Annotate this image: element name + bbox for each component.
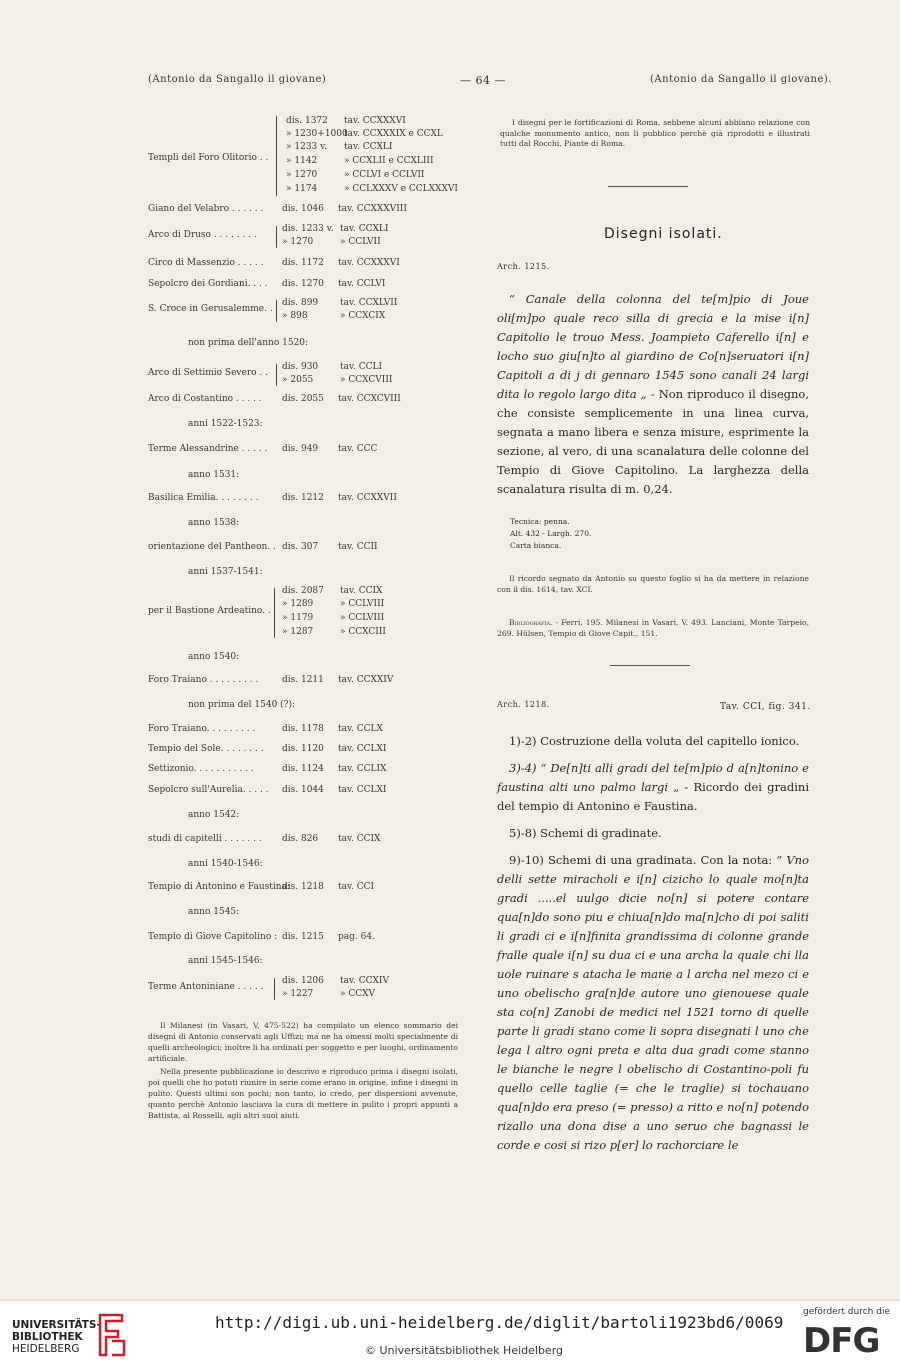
quote-3-4: 3)-4) “ De[n]ti alli gradi del te[m]pio d a[n]tonino e faustina alti uno palmo largi „ (497, 761, 809, 794)
period-heading: anno 1545: (188, 907, 240, 917)
description-3-4: - Ricordo dei gradini del tempio di Antonino e Faustina. (497, 780, 809, 813)
dimensions: Alt. 432 - Largh. 270. (510, 529, 592, 538)
scanned-page: (Antonio da Sangallo il giovane) — 64 — (Antonio da Sangallo il giovane). Templi del Foro Olitorio . . dis. 1372 tav. CCXXXVI » 1230+1000 tav. CCXXXIX e CCXL » 1233 v. tav. CCXLI » 1142 » CCXLII e CCXLIII » 1270 » CCLVI e CCLVII » 1174 » CCLXXXV e CCLXXXVI Giano del Velabro . . . . . . dis. 1046 tav. CCXXXVIII Arco di Druso . . . . . . . . dis. 1233 v. tav. CCXLI » 1270 » CCLVII Circo di Massenzio . . . . . dis. 1172 tav. CCXXXVI Sepolcro dei Gordiani. . . . dis. 1270 tav. CCLVI S. Croce in Gerusalemme. . dis. 899 tav. CCXLVII » 898 » CCXCIX non prima dell'anno 1520: Arco di Settimio Severo . . dis. 930 tav. CCLI » 2055 » CCXCVIII Arco di Costantino . . . . . dis. 2055 tav. CCXCVIII anni 1522-1523: Terme Alessandrine . . . . . dis. 949 tav. CCC anno 1531: Basilica Emilia. . . . . . . . dis. 1212 tav. CCXXVII anno 1538: orientazione del Pantheon. . dis. 307 tav. CCII anni 1537-1541: per il Bastione Ardeatino. . dis. 2087 tav. CCIX » 1289 » CCLVIII » 1179 » CCLVIII » 1287 » CCXCIII anno 1540: Foro Traiano . . . . . . . . . dis. 1211 tav. CCXXIV non prima del 1540 (?): Foro Traiano. . . . . . . . . dis. 1178 tav. CCLX Tempio del Sole. . . . . . . . dis. 1120 tav. CCLXI Settizonio. . . . . . . . . . . dis. 1124 tav. CCLIX Sepolcro sull'Aurelia. . . . . dis. 1044 tav. CCLXI anno 1542: studi di capitelli . . . . . . . dis. 826 tav. CCIX anni 1540-1546: Tempio di Antonino e Faustina: dis. 1218 tav. CCI anno 1545: Tempio di Giove Capitolino : dis. 1215 pag. 64. anni 1545-1546: Terme Antoniniane . . . . . dis. 1206 tav. CCXIV » 1227 » CCXV Il Milanesi (in Vasari, V, 475-522) ha compilato un elenco sommario dei disegni di Antonio conservati agli Uffizi; ma ne ha omessi molti specialmente di quelli archeologici; inoltre li ha ordinati per soggetto e per luoghi, ordinamento artificiale. Nella presente pubblicazione io descrivo e riproduco prima i disegni isolati, poi quelli che ho potuti riunire in serie come erano in origine, infine i disegni in pulito. Questi ultimi son pochi; non tanto, io credo, per dispersioni avvenute, quanto perchè Antonio lasciava la cura di mettere in pulito i propri appunti a Battista, al Rosselli, agli altri suoi aiuti. I disegni per le fortificazioni di Roma, sebbene alcuni abbiano relazione con qualche monumento antico, non li pubblico perchè già riprodotti e illustrati tutti dal Rocchi, Piante di Roma. Disegni isolati. Arch. 1215. “ Canale della colonna del te[m]pio di Joue oli[m]po quale reco silla di grecia e la mise i[n] Capitolio le trouo Mess. Joampieto Caferello i[n] e locho suo giu[n]to al giardino de Co[n]seruatori i[n] Capitoli a di j di gennaro 1545 sono canali 24 largi dita lo regolo largo dita „ - Non riproduco il disegno, che consiste semplicemente in una linea curva, segnata a mano libera e senza misure, esprimente la sezione, al vero, di una scanalatura delle colonne del Tempio di Giove Capitolino. La larghezza della scanalatura risulta di m. 0,24. Tecnica: penna. Alt. 432 - Largh. 270. Carta bianca. Il ricordo segnato da Antonio su questo foglio si ha da mettere in relazione con il dis. 1614, tav. XCI. Bibliografia. - Ferri, 195. Milanesi in Vasari, V. 493. Lanciani, Monte Tarpeio, 269. Hülsen, Tempio di Giove Capit., 151. Arch. 1218. Tav. CCI, fig. 341. 1)-2) Costruzione della voluta del capitello ionico. 3)-4) “ De[n]ti alli gradi del te[m]pio d a[n]tonino e faustina alti uno palmo largi „ - Ricordo dei gradini del tempio di Antonino e Faustina. 5)-8) Schemi di gradinate. 9)-10) Schemi di una gradinata. Con la nota: “ Vno delli sette miracholi e i[n] cizicho lo quale mo[n]ta gradi .....el uulgo dicie no[n] si potere contare qua[n]do sono piu e chiua[n]do ma[n]cho di poi saliti li gradi ci e i[n]finita grandissima di colonne grande fralle quale i[n] su dua ci e una archa la quale chi lla uole ruinare s atacha le mane a l archa nel mezo ci e uno obelischo gra[n]de autore uno gienouese quale sta co[n] Zanobi de medici nel 1521 torno di quelle parte li gradi stano come li sopra disegnati l uno che lega l altro ogni preta e alta dua gradi come stanno le bianche le negre l obelischo di Costantino-poli fu quello celle taglie (= che le traglie) si tochauano qua[n]do era preso (= presso) a ritto e no[n] potendo rizallo una dona dise a uno seruo che bagnassi le corde e cosi si rizo p[er] lo rachorciare le (0, 0, 900, 1300)
quote-1215: “ Canale della colonna del te[m]pio di Joue oli[m]po quale reco silla di grecia e la mise i[n] Capitolio le trouo Mess. Joampieto Caferello i[n] e locho suo giu[n]to al giardino de Co[n]seruatori i[n] Capitoli a di j di gennaro 1545 sono canali 24 largi dita lo regolo largo dita „ (497, 292, 809, 401)
section-title: Disegni isolati. (604, 226, 723, 242)
group-label: Templi del Foro Olitorio . . (148, 153, 269, 163)
group-bastione-ardeatino: per il Bastione Ardeatino. . dis. 2087 tav. CCIX » 1289 » CCLVIII » 1179 » CCLVIII » 1287 » CCXCIII (148, 586, 386, 637)
group-label: Terme Antoniniane . . . . . (148, 982, 264, 992)
permalink-url[interactable]: http://digi.ub.uni-heidelberg.de/diglit/bartoli1923bd6/0069 (215, 1313, 784, 1332)
brace (276, 226, 277, 248)
footnote-pubblicazione: Nella presente pubblicazione io descrivo e riproduco prima i disegni isolati, poi quelli che ho potuti riunire in serie come erano in origine, infine i disegni in pulito. Questi ultimi son pochi; non tanto, io credo, per dispersioni avvenute, quanto perchè Antonio lasciava la cura di mettere in pulito i propri appunti a Battista, al Rosselli, agli altri suoi aiuti. (148, 1067, 458, 1120)
university-library-logo[interactable]: UNIVERSITÄTS- BIBLIOTHEK HEIDELBERG (12, 1319, 101, 1355)
brace (276, 116, 277, 196)
intro-note: I disegni per le fortificazioni di Roma, sebbene alcuni abbiano relazione con qualche monumento antico, non li pubblico perchè già riprodotti e illustrati tutti dal Rocchi, Piante di Roma. (500, 118, 810, 148)
divider (608, 186, 688, 187)
lead-9-10: 9)-10) Schemi di una gradinata. Con la nota: (509, 853, 777, 867)
period-heading: non prima dell'anno 1520: (188, 338, 309, 348)
dfg-logo[interactable]: DFG (803, 1321, 880, 1361)
brace (274, 588, 275, 638)
period-heading: anni 1545-1546: (188, 956, 263, 966)
quote-9-10: “ Vno delli sette miracholi e i[n] cizicho lo quale mo[n]ta gradi .....el uulgo dicie no[n] si potere contare qua[n]do sono piu e chiua[n]do ma[n]cho di poi saliti li gradi ci e i[n]finita grandissima di colonne grande fralle quale i[n] su dua ci e una archa la quale chi lla uole ruinare s atacha le mane a l archa nel mezo ci e uno obelischo gra[n]de autore uno gienouese quale sta co[n] Zanobi de medici nel 1521 torno di quelle parte li gradi stano come li sopra disegnati l uno che lega l altro ogni preta e alta dua gradi come stanno le bianche le negre l obelischo di Costantino-poli fu quello celle taglie (= che le traglie) si tochauano qua[n]do era preso (= presso) a ritto e no[n] potendo rizallo una dona dise a uno seruo che bagnassi le corde e cosi si rizo p[er] lo rachorciare le (497, 853, 810, 1152)
period-heading: anni 1540-1546: (188, 859, 263, 869)
bibliography-text: - Ferri, 195. Milanesi in Vasari, V. 493. Lanciani, Monte Tarpeio, 269. Hülsen, Tempio di Giove Capit., 151. (497, 618, 809, 638)
group-label: Arco di Settimio Severo . . (148, 368, 268, 378)
running-header-right: (Antonio da Sangallo il giovane). (650, 74, 832, 85)
item-1-2: 1)-2) Costruzione della voluta del capitello ionico. (509, 734, 800, 748)
item-5-8: 5)-8) Schemi di gradinate. (509, 826, 662, 840)
group-arco-druso: Arco di Druso . . . . . . . . dis. 1233 v. tav. CCXLI » 1270 » CCLVII (148, 224, 389, 247)
period-heading: anno 1531: (188, 470, 240, 480)
item-9-10 (497, 851, 809, 1155)
paper: Carta bianca. (510, 541, 562, 550)
group-templi-foro-olitorio: Templi del Foro Olitorio . . dis. 1372 tav. CCXXXVI » 1230+1000 tav. CCXXXIX e CCXL » 1233 v. tav. CCXLI » 1142 » CCXLII e CCXLIII » 1270 » CCLVI e CCLVII » 1174 » CCLXXXV e CCLXXXVI (148, 116, 458, 194)
copyright-text: © Universitätsbibliothek Heidelberg (365, 1344, 564, 1357)
technical-data (510, 516, 591, 552)
viewer-footer (0, 1300, 900, 1365)
description-1215: - Non riproduco il disegno, che consiste semplicemente in una linea curva, segnata a mano libera e senza misure, esprimente la sezione, al vero, di una scanalatura delle colonne del Tempio di Giove Capitolino. La larghezza della scanalatura risulta di m. 0,24. (497, 387, 809, 496)
bibliography (497, 618, 809, 639)
library-emblem-icon (92, 1311, 128, 1359)
item-3-4 (497, 759, 809, 816)
entry-1218-text (497, 732, 809, 1155)
tecnica: Tecnica: penna. (510, 517, 570, 526)
period-heading: anni 1522-1523: (188, 419, 263, 429)
period-heading: anno 1540: (188, 652, 240, 662)
funding-label: gefördert durch die (803, 1307, 890, 1317)
group-label: Arco di Druso . . . . . . . . (148, 230, 257, 240)
footnote-milanesi: Il Milanesi (in Vasari, V, 475-522) ha compilato un elenco sommario dei disegni di Antonio conservati agli Uffizi; ma ne ha omessi molti specialmente di quelli archeologici; inoltre li ha ordinati per soggetto e per luoghi, ordinamento artificiale. (148, 1021, 458, 1063)
page-number: — 64 — (460, 74, 506, 87)
group-santa-croce: S. Croce in Gerusalemme. . dis. 899 tav. CCXLVII » 898 » CCXCIX (148, 298, 398, 321)
group-label: per il Bastione Ardeatino. . (148, 606, 271, 616)
arch-number-1218: Arch. 1218. (497, 700, 550, 709)
group-label: S. Croce in Gerusalemme. . (148, 304, 273, 314)
period-heading: anno 1538: (188, 518, 240, 528)
entry-1215-text (497, 290, 809, 499)
running-header-left: (Antonio da Sangallo il giovane) (148, 74, 327, 85)
divider (610, 665, 690, 666)
ricordo-note: Il ricordo segnato da Antonio su questo foglio si ha da mettere in relazione con il dis. 1614, tav. XCI. (497, 574, 809, 594)
arch-number-1215: Arch. 1215. (497, 262, 550, 271)
group-arco-severo: Arco di Settimio Severo . . dis. 930 tav. CCLI » 2055 » CCXCVIII (148, 362, 393, 385)
plate-reference: Tav. CCI, fig. 341. (720, 702, 811, 712)
brace (276, 300, 277, 322)
period-heading: anni 1537-1541: (188, 567, 263, 577)
period-heading: non prima del 1540 (?): (188, 700, 296, 710)
brace (274, 978, 275, 1000)
period-heading: anno 1542: (188, 810, 240, 820)
bibliography-label: Bibliografia. (509, 618, 553, 627)
brace (276, 364, 277, 386)
group-terme-antoniniane: Terme Antoniniane . . . . . dis. 1206 tav. CCXIV » 1227 » CCXV (148, 976, 389, 999)
